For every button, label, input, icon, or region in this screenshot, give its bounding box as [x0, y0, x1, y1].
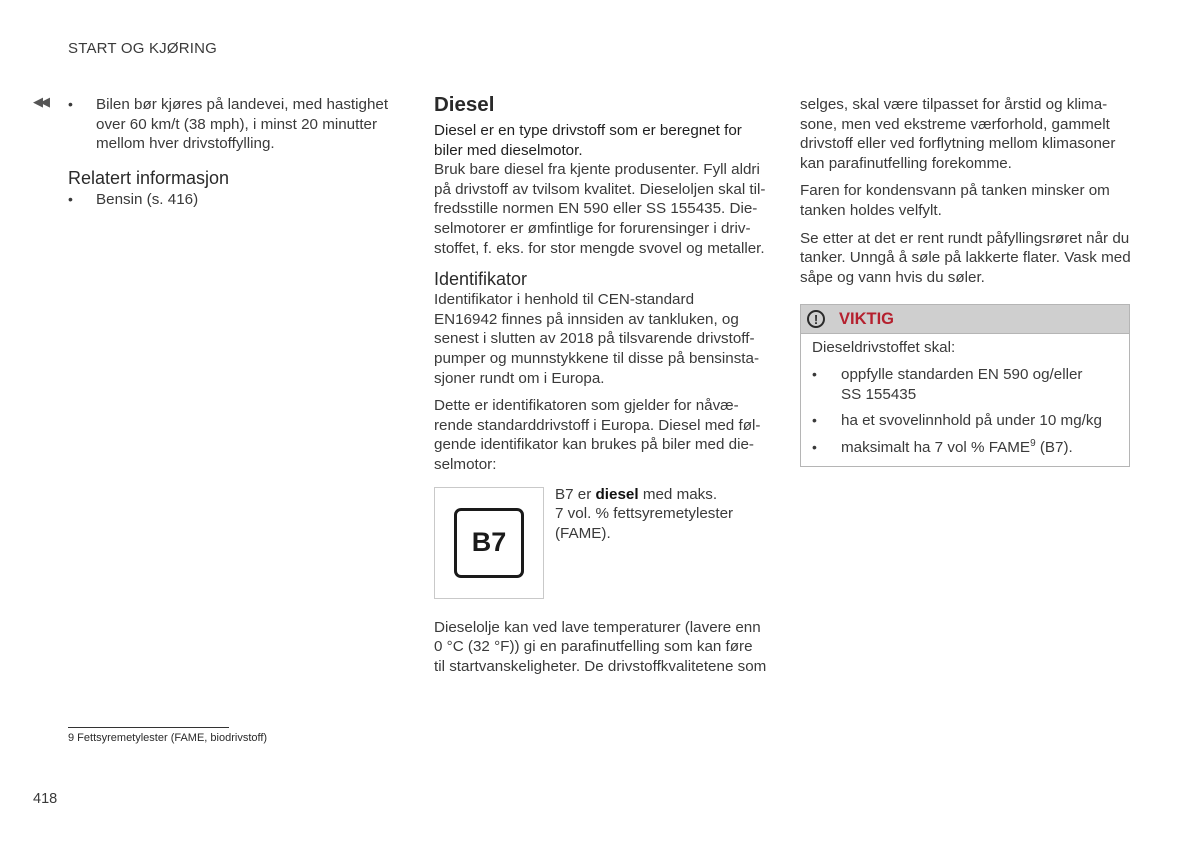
list-item [68, 95, 398, 154]
text-line: B7 er diesel med maks. [555, 485, 718, 503]
paragraph [434, 160, 774, 258]
related-info-heading: Relatert informasjon [68, 167, 230, 188]
text-line: Dette er identifikatoren som gjelder for nåvæ- [434, 397, 739, 415]
b7-fuel-identifier-icon: B7 [454, 508, 524, 578]
lead-paragraph [434, 121, 774, 160]
text-line: Identifikator i henhold til CEN-standard [434, 291, 695, 309]
text-line: Faren for kondensvann på tanken minsker om [800, 182, 1110, 200]
text-line: Bilen bør kjøres på landevei, med hastighet [96, 96, 389, 113]
text-line: stoffet, f. eks. for stor mengde svovel og metaller. [434, 239, 765, 257]
page-header: START OG KJØRING [68, 40, 218, 57]
text-line: Diesel er en type drivstoff som er beregnet for [434, 122, 742, 139]
bullet-icon: • [812, 438, 817, 455]
warning-intro: Dieseldrivstoffet skal: [812, 339, 956, 357]
bullet-icon: • [812, 365, 817, 382]
text-line: kan parafinutfelling forekomme. [800, 154, 1012, 172]
middle-column [434, 92, 774, 676]
text-line: sjoner rundt om i Europa. [434, 369, 605, 387]
list-item [812, 438, 1119, 458]
paragraph [800, 229, 1134, 288]
text-line: drivstoff eller ved forflytning mellom klimasoner [800, 135, 1116, 153]
footnote-divider [68, 727, 229, 728]
text-line: tanker. Unngå å søle på lakkerte flater. Vask med [800, 249, 1131, 267]
warning-box [800, 304, 1130, 467]
warning-body [801, 334, 1129, 466]
text-line: 7 vol. % fettsyremetylester [555, 505, 734, 523]
section-heading-diesel: Diesel [434, 93, 495, 116]
warning-header [801, 305, 1129, 334]
paragraph [800, 95, 1134, 173]
text-line: ha et svovelinnhold på under 10 mg/kg [841, 412, 1102, 430]
text-line: Se etter at det er rent rundt påfyllingsrøret når du [800, 229, 1130, 247]
paragraph [434, 396, 774, 474]
text-line: SS 155435 [841, 385, 917, 403]
footnote: 9 Fettsyremetylester (FAME, biodrivstoff) [68, 732, 268, 744]
paragraph [434, 618, 774, 677]
text-line: fredsstille normen EN 590 eller SS 155435. Die- [434, 200, 758, 218]
text-line: tanken holdes velfylt. [800, 201, 942, 219]
related-link-item[interactable] [68, 190, 398, 210]
paragraph [800, 181, 1134, 220]
figure-caption [555, 485, 733, 599]
text-line: 0 °C (32 °F)) gi en parafinutfelling som kan føre [434, 638, 753, 656]
left-column [68, 95, 398, 209]
text-line: (FAME). [555, 524, 611, 542]
figure-frame [434, 487, 544, 599]
text-line: over 60 km/t (38 mph), i minst 20 minutter [96, 115, 378, 133]
text-line: maksimalt ha 7 vol % FAME$^9$ (B7). [841, 437, 1073, 456]
warning-title: VIKTIG [839, 309, 895, 328]
text-line: senest i slutten av 2018 på tilsvarende drivstoff- [434, 330, 755, 348]
right-column [800, 95, 1134, 467]
list-item [812, 365, 1119, 404]
text-line: rende standarddrivstoff i Europa. Diesel med føl- [434, 416, 761, 434]
text-line: oppfylle standarden EN 590 og/eller [841, 365, 1083, 383]
text-line: på drivstoff av tvilsom kvalitet. Dieseloljen skal til- [434, 180, 766, 198]
related-link[interactable]: Bensin (s. 416) [96, 190, 199, 208]
text-line: Dieselolje kan ved lave temperaturer (lavere enn [434, 618, 761, 636]
text-line: mellom hver drivstoffylling. [96, 135, 275, 153]
text-line: sone, men ved ekstreme værforhold, gammelt [800, 115, 1110, 133]
b7-identifier-figure [434, 487, 774, 599]
list-item [812, 411, 1119, 431]
page-number: 418 [33, 791, 58, 807]
text-line: selmotor: [434, 455, 497, 473]
bullet-icon: • [68, 96, 73, 112]
paragraph [434, 290, 774, 388]
text-line: til startvanskeligheter. De drivstoffkvalitetene som [434, 657, 767, 675]
footnote-ref[interactable]: 9 [1030, 437, 1036, 449]
back-navigation-icon[interactable]: ◀◀ [33, 94, 47, 109]
text-line: biler med dieselmotor. [434, 141, 583, 159]
text-line: såpe og vann hvis du søler. [800, 268, 985, 286]
bullet-icon: • [68, 190, 73, 207]
text-line: selmotorer er ømfintlige for forurensinger i driv- [434, 219, 751, 237]
bullet-icon: • [812, 412, 817, 429]
text-line: pumper og munnstykkene til disse på bensinsta- [434, 349, 760, 367]
text-line: EN16942 finnes på innsiden av tankluken, og [434, 310, 739, 328]
subheading-identifikator: Identifikator [434, 269, 528, 290]
bold-term: diesel [595, 485, 639, 503]
text-line: gende identifikator kan brukes på biler med die- [434, 436, 754, 454]
exclamation-icon: ! [807, 310, 825, 328]
text-line: selges, skal være tilpasset for årstid og klima- [800, 96, 1108, 113]
text-line: Bruk bare diesel fra kjente produsenter. Fyll aldri [434, 161, 760, 179]
